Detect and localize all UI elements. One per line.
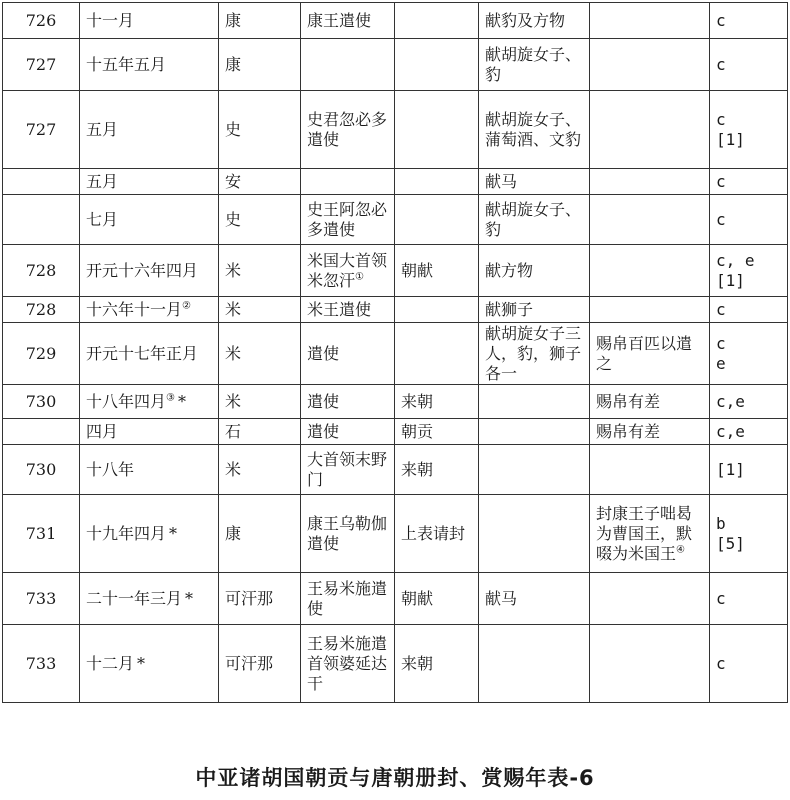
envoy-cell [301,625,395,703]
envoy-cell-text: 史君忽必多遣使 [307,109,388,149]
envoy-cell [301,445,395,495]
tribute-cell [479,445,590,495]
reward-cell-text: 赐帛百匹以遣之 [596,333,693,373]
asterisk-mark: * [137,653,146,673]
state-cell [219,419,301,445]
source-ref-cell [710,91,788,169]
event-cell [395,245,479,297]
date-cell-text: 四月 [86,421,119,441]
state-cell [219,385,301,419]
source-ref-cell [710,297,788,323]
table-caption: 中亚诸胡国朝贡与唐朝册封、赏赐年表-6 [195,766,595,790]
table-row [3,625,788,703]
year-cell [3,91,80,169]
year-cell [3,323,80,385]
source-ref-cell-text: [1] [716,459,745,479]
year-cell-text: 728 [25,299,57,319]
state-cell [219,297,301,323]
source-ref-cell [710,495,788,573]
footnote-marker: ① [355,271,364,283]
date-cell-text: 十二月 [86,653,135,673]
event-cell [395,445,479,495]
year-cell [3,245,80,297]
envoy-cell [301,169,395,195]
source-ref-cell-text: c [716,299,726,319]
source-ref-cell-text: c [716,10,726,30]
year-cell-text: 733 [25,653,57,673]
year-cell [3,573,80,625]
event-cell-text: 来朝 [401,391,434,411]
reward-cell [590,495,710,573]
date-cell-text: 十九年四月 [86,523,167,543]
year-cell [3,495,80,573]
state-cell-text: 可汗那 [225,588,274,608]
event-cell-text: 朝献 [401,588,434,608]
year-cell-text: 733 [25,588,57,608]
reward-cell-text: 赐帛有差 [596,421,661,441]
source-ref-cell-text: c [716,54,726,74]
event-cell [395,495,479,573]
date-cell-text: 七月 [86,209,119,229]
event-cell [395,39,479,91]
state-cell-text: 安 [225,171,242,191]
year-cell [3,385,80,419]
tribute-cell [479,573,590,625]
date-cell-text: 十一月 [86,10,135,30]
state-cell-text: 史 [225,119,242,139]
source-ref-cell-text: c [716,171,726,191]
table-row [3,445,788,495]
state-cell-text: 可汗那 [225,653,274,673]
reward-cell [590,573,710,625]
state-cell-text: 史 [225,209,242,229]
event-cell [395,169,479,195]
envoy-cell [301,297,395,323]
envoy-cell [301,39,395,91]
tribute-cell [479,195,590,245]
date-cell [80,3,219,39]
tribute-cell-text: 献胡旋女子三人，豹，狮子各一 [485,323,582,383]
event-cell-text: 上表请封 [401,523,466,543]
tribute-cell [479,323,590,385]
state-cell [219,39,301,91]
envoy-cell-text: 康王遣使 [307,10,372,30]
year-cell-text: 729 [25,343,57,363]
tribute-cell-text: 献马 [485,588,518,608]
event-cell [395,419,479,445]
table-row [3,297,788,323]
reward-cell [590,419,710,445]
envoy-cell-text: 米国大首领米忽汗 [307,250,388,290]
date-cell-text: 十六年十一月 [86,299,183,319]
reward-cell [590,169,710,195]
tribute-cell [479,419,590,445]
tribute-cell [479,169,590,195]
date-cell-text: 二十一年三月 [86,588,183,608]
state-cell [219,495,301,573]
tribute-cell-text: 献胡旋女子、蒲萄酒、文豹 [485,109,582,149]
envoy-cell-text: 史王阿忽必多遣使 [307,199,388,239]
reward-cell-text: 封康王子咄曷为曹国王，默啜为米国王 [596,503,693,563]
year-cell [3,39,80,91]
envoy-cell [301,245,395,297]
state-cell [219,323,301,385]
envoy-cell-text: 米王遣使 [307,299,372,319]
date-cell [80,385,219,419]
tribute-cell-text: 献马 [485,171,518,191]
source-ref-cell-text: b [5] [716,513,745,553]
envoy-cell [301,323,395,385]
date-cell-text: 十八年 [86,459,135,479]
year-cell-text: 731 [25,523,57,543]
reward-cell [590,297,710,323]
source-ref-cell-text: c [716,588,726,608]
date-cell [80,419,219,445]
event-cell [395,385,479,419]
envoy-cell [301,573,395,625]
table-row [3,385,788,419]
event-cell [395,625,479,703]
date-cell-text: 五月 [86,171,119,191]
date-cell-text: 开元十七年正月 [86,343,199,363]
envoy-cell [301,195,395,245]
source-ref-cell [710,3,788,39]
source-ref-cell-text: c,e [716,421,745,441]
envoy-cell-text: 王易米施遣首领婆延达干 [307,633,388,693]
state-cell-text: 康 [225,523,242,543]
envoy-cell [301,419,395,445]
date-cell [80,39,219,91]
year-cell [3,195,80,245]
envoy-cell [301,91,395,169]
date-cell [80,573,219,625]
year-cell-text: 728 [25,260,57,280]
source-ref-cell [710,625,788,703]
envoy-cell [301,495,395,573]
source-ref-cell [710,445,788,495]
date-cell-text: 五月 [86,119,119,139]
source-ref-cell [710,39,788,91]
state-cell-text: 石 [225,421,242,441]
state-cell-text: 米 [225,260,242,280]
tribute-cell [479,495,590,573]
event-cell [395,323,479,385]
asterisk-mark: * [185,588,194,608]
year-cell [3,419,80,445]
state-cell [219,91,301,169]
reward-cell [590,323,710,385]
year-cell-text: 730 [25,459,57,479]
table-row [3,91,788,169]
tribute-cell [479,245,590,297]
reward-cell [590,39,710,91]
reward-cell [590,195,710,245]
event-cell-text: 来朝 [401,653,434,673]
event-cell-text: 朝贡 [401,421,434,441]
year-cell-text: 726 [25,10,57,30]
tribute-cell [479,39,590,91]
source-ref-cell [710,419,788,445]
tribute-cell [479,625,590,703]
date-cell [80,495,219,573]
state-cell-text: 米 [225,459,242,479]
tribute-cell [479,385,590,419]
source-ref-cell [710,573,788,625]
tribute-cell-text: 献方物 [485,260,534,280]
year-cell [3,3,80,39]
state-cell-text: 米 [225,299,242,319]
date-cell [80,245,219,297]
state-cell [219,245,301,297]
reward-cell [590,385,710,419]
date-cell [80,91,219,169]
date-cell-text: 十八年四月 [86,391,167,411]
date-cell [80,625,219,703]
tribute-cell [479,3,590,39]
table-row [3,195,788,245]
state-cell-text: 米 [225,391,242,411]
tribute-cell-text: 献豹及方物 [485,10,566,30]
reward-cell [590,245,710,297]
event-cell-text: 朝献 [401,260,434,280]
state-cell [219,3,301,39]
source-ref-cell-text: c,e [716,391,745,411]
envoy-cell-text: 王易米施遣使 [307,578,388,618]
state-cell-text: 康 [225,10,242,30]
reward-cell [590,91,710,169]
envoy-cell [301,385,395,419]
event-cell-text: 来朝 [401,459,434,479]
source-ref-cell-text: c, e [1] [716,250,755,290]
reward-cell [590,445,710,495]
source-ref-cell [710,323,788,385]
year-cell [3,297,80,323]
year-cell [3,445,80,495]
date-cell [80,445,219,495]
table-row [3,495,788,573]
state-cell-text: 康 [225,54,242,74]
table-row [3,323,788,385]
tribute-cell-text: 献狮子 [485,299,534,319]
state-cell [219,195,301,245]
year-cell-text: 727 [25,119,57,139]
source-ref-cell [710,195,788,245]
year-cell [3,625,80,703]
date-cell-text: 十五年五月 [86,54,167,74]
source-ref-cell [710,169,788,195]
source-ref-cell [710,245,788,297]
envoy-cell-text: 遣使 [307,421,340,441]
year-cell-text: 727 [25,54,57,74]
envoy-cell-text: 大首领末野门 [307,449,388,489]
envoy-cell-text: 遣使 [307,391,340,411]
date-cell [80,169,219,195]
table-row [3,39,788,91]
date-cell [80,195,219,245]
state-cell [219,445,301,495]
envoy-cell-text: 康王乌勒伽遣使 [307,513,388,553]
table-row [3,245,788,297]
state-cell [219,625,301,703]
table-body [3,3,788,703]
reward-cell [590,3,710,39]
date-cell [80,297,219,323]
source-ref-cell [710,385,788,419]
source-ref-cell-text: c [716,653,726,673]
event-cell [395,91,479,169]
asterisk-mark: * [177,391,186,411]
envoy-cell-text: 遣使 [307,343,340,363]
year-cell-text: 730 [25,391,57,411]
source-ref-cell-text: c [1] [716,109,745,149]
source-ref-cell-text: c e [716,333,726,373]
year-cell [3,169,80,195]
date-cell [80,323,219,385]
state-cell [219,573,301,625]
table-row [3,419,788,445]
reward-cell [590,625,710,703]
envoy-cell [301,3,395,39]
footnote-marker: ④ [676,544,685,556]
event-cell [395,195,479,245]
chronicle-table [2,2,788,703]
date-cell-text: 开元十六年四月 [86,260,199,280]
table-row [3,169,788,195]
table-row [3,3,788,39]
tribute-cell-text: 献胡旋女子、豹 [485,44,582,84]
footnote-marker: ② [182,300,191,312]
tribute-cell [479,297,590,323]
state-cell [219,169,301,195]
state-cell-text: 米 [225,343,242,363]
event-cell [395,573,479,625]
tribute-cell-text: 献胡旋女子、豹 [485,199,582,239]
source-ref-cell-text: c [716,209,726,229]
footnote-marker: ③ [166,392,175,404]
table-row [3,573,788,625]
reward-cell-text: 赐帛有差 [596,391,661,411]
event-cell [395,3,479,39]
tribute-cell [479,91,590,169]
event-cell [395,297,479,323]
asterisk-mark: * [169,523,178,543]
